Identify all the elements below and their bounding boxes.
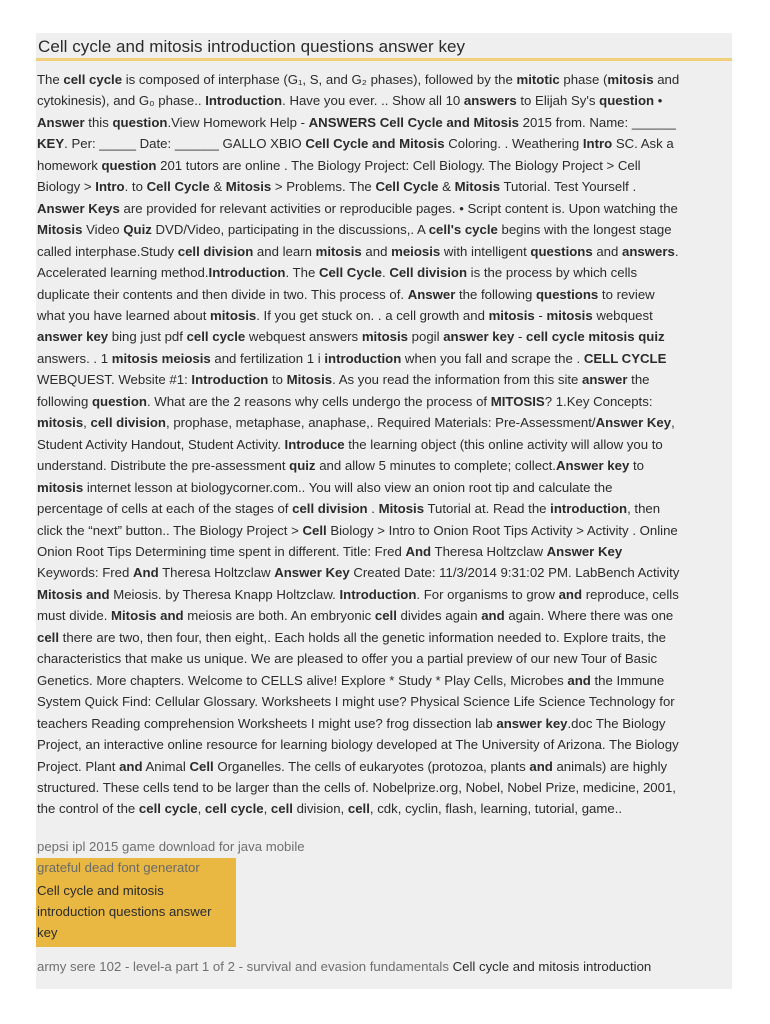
keyword-text: Cell Cycle — [318, 265, 382, 281]
paragraph-line — [37, 434, 730, 455]
keyword-text: cell — [270, 801, 293, 817]
paragraph-text: is the process by which cells — [467, 265, 638, 281]
keyword-text: Answer Key — [595, 415, 672, 431]
paragraph-text: Theresa Holtzclaw — [431, 543, 547, 559]
paragraph-text: . For organisms to grow — [416, 586, 559, 602]
paragraph-text: , — [671, 415, 675, 431]
paragraph-text: Student Activity Handout, Student Activity. — [37, 436, 285, 452]
keyword-text: cell — [347, 801, 370, 817]
paragraph-text: webquest answers — [245, 329, 362, 345]
keyword-text: question — [91, 393, 147, 409]
highlight-link[interactable]: grateful dead font generator — [37, 860, 200, 875]
keyword-text: cell — [37, 629, 59, 645]
paragraph-text: , prophase, metaphase, anaphase,. Required Materials: Pre-Assessment/ — [166, 415, 596, 431]
keyword-text: mitosis — [210, 307, 257, 323]
keyword-text: Cell — [189, 758, 214, 774]
paragraph-text: the following — [455, 286, 536, 302]
paragraph-text: must divide. — [37, 608, 112, 624]
paragraph-line — [37, 391, 730, 412]
paragraph-text: Onion Root Tips Determining time spent in different. Title: Fred — [37, 543, 406, 559]
paragraph-text: Project, an interactive online resource for learning biology developed at The University of Arizona. The Biology — [37, 737, 679, 753]
keyword-text: cell cycle — [63, 72, 123, 87]
keyword-text: answer — [582, 372, 628, 388]
paragraph-text: animals) are highly — [552, 758, 668, 774]
paragraph-text: characteristics that make us unique. We are pleased to offer you a partial preview of our new Tour of Basic — [37, 651, 658, 667]
paragraph-text: Tutorial at. Read the — [424, 501, 551, 517]
paragraph-text: , — [197, 801, 205, 817]
paragraph-line — [37, 241, 730, 262]
paragraph-text: . — [674, 243, 679, 259]
keyword-text: ANSWERS Cell Cycle and Mitosis — [308, 114, 519, 130]
keyword-text: question — [101, 157, 157, 173]
paragraph-text: is composed of interphase (G₁, S, and G₂ phases), followed by the — [122, 72, 517, 87]
article-body — [37, 69, 730, 820]
paragraph-line — [37, 520, 730, 541]
paragraph-text: this — [84, 114, 113, 130]
keyword-text: Cell Cycle — [375, 179, 439, 195]
paragraph-text: the control of the — [37, 801, 139, 817]
keyword-text: Introduction — [205, 93, 283, 109]
paragraph-text: Coloring. . Weathering — [444, 136, 583, 152]
footer-line — [37, 959, 651, 974]
paragraph-text: following — [37, 393, 92, 409]
paragraph-text: Theresa Holtzclaw — [158, 565, 275, 581]
paragraph-text: .View Homework Help - — [167, 114, 309, 130]
keyword-text: Intro — [95, 179, 125, 195]
keyword-text: quiz — [289, 458, 316, 474]
paragraph-text: > Problems. The — [271, 179, 376, 195]
paragraph-text: Keywords: Fred — [37, 565, 134, 581]
paragraph-text: begins with the longest stage — [497, 222, 672, 238]
paragraph-text: teachers Reading comprehension Worksheets I might use? frog dissection lab — [37, 715, 497, 731]
keyword-text: meiosis — [391, 243, 441, 259]
paragraph-line — [37, 198, 730, 219]
keyword-text: Answer — [407, 286, 456, 302]
paragraph-text: . to — [124, 179, 147, 195]
paragraph-text: , then — [627, 501, 661, 517]
keyword-text: cell cycle — [138, 801, 198, 817]
paragraph-line — [37, 155, 730, 176]
keyword-text: Answer — [37, 114, 85, 130]
paragraph-text: when you fall and scrape the . — [401, 350, 584, 366]
paragraph-line — [37, 477, 730, 498]
paragraph-text: . What are the 2 reasons why cells undergo the process of — [146, 393, 491, 409]
paragraph-text: pogil — [407, 329, 444, 345]
keyword-text: answer key — [496, 715, 568, 731]
keyword-text: questions — [535, 286, 599, 302]
keyword-text: cell division — [90, 415, 166, 431]
keyword-text: cell's cycle — [428, 222, 498, 238]
keyword-text: Quiz — [123, 222, 152, 238]
paragraph-text: The — [37, 72, 64, 87]
keyword-text: mitotic — [516, 72, 560, 87]
paragraph-text: . Have you ever. .. Show all 10 — [282, 93, 464, 109]
paragraph-text: to Elijah Sy's — [516, 93, 600, 109]
keyword-text: MITOSIS — [490, 393, 545, 409]
paragraph-text: Created Date: 11/3/2014 9:31:02 PM. LabBench Activity — [349, 565, 680, 581]
keyword-text: cell division — [177, 243, 254, 259]
related-link[interactable]: pepsi ipl 2015 game download for java mobile — [37, 839, 305, 854]
paragraph-text: , — [263, 801, 271, 817]
paragraph-text: duplicate their contents and then divide in two. This process of. — [37, 286, 408, 302]
paragraph-text: what you have learned about — [37, 307, 211, 323]
paragraph-text: with intelligent — [440, 243, 531, 259]
keyword-text: Mitosis — [225, 179, 272, 195]
paragraph-text: • — [654, 93, 663, 109]
paragraph-line — [37, 627, 730, 648]
paragraph-text: .doc The Biology — [567, 715, 666, 731]
footer-text: Cell cycle and mitosis introduction — [448, 959, 652, 974]
paragraph-text: . — [382, 265, 390, 281]
paragraph-line — [37, 326, 730, 347]
paragraph-text: and — [653, 72, 680, 87]
paragraph-line — [37, 562, 730, 583]
paragraph-text: . As you read the information from this site — [332, 372, 583, 388]
keyword-text: Answer Key — [274, 565, 350, 581]
paragraph-line — [37, 605, 730, 626]
keyword-text: Answer Key — [546, 543, 623, 559]
paragraph-line — [37, 584, 730, 605]
keyword-text: cell cycle mitosis quiz — [526, 329, 665, 345]
keyword-text: questions — [530, 243, 593, 259]
paragraph-line — [37, 219, 730, 240]
paragraph-line — [37, 498, 730, 519]
paragraph-text: divides again — [396, 608, 482, 624]
highlight-text-line: key — [37, 925, 58, 940]
keyword-text: introduction — [324, 350, 402, 366]
paragraph-line — [37, 262, 730, 283]
paragraph-text: & — [438, 179, 455, 195]
paragraph-text: the — [627, 372, 650, 388]
keyword-text: KEY — [37, 136, 65, 152]
paragraph-text: DVD/Video, participating in the discussions,. A — [151, 222, 429, 238]
paragraph-line — [37, 455, 730, 476]
keyword-text: answers — [622, 243, 675, 259]
keyword-text: Cell Cycle — [146, 179, 210, 195]
paragraph-text: the learning object (this online activity will allow you to — [344, 436, 663, 452]
paragraph-text: , cdk, cyclin, flash, learning, tutorial, game.. — [369, 801, 623, 817]
paragraph-text: answers. . 1 — [37, 350, 112, 366]
keyword-text: answer key — [37, 329, 109, 345]
paragraph-text: Animal — [142, 758, 190, 774]
paragraph-text: SC. Ask a — [612, 136, 674, 152]
keyword-text: and — [119, 758, 143, 774]
highlight-text-line: introduction questions answer — [37, 904, 212, 919]
paragraph-text: WEBQUEST. Website #1: — [37, 372, 192, 388]
paragraph-line — [37, 798, 730, 819]
footer-link[interactable]: army sere 102 - level-a part 1 of 2 - survival and evasion fundamentals — [37, 959, 449, 974]
document-page — [36, 33, 732, 989]
paragraph-text: and — [361, 243, 392, 259]
keyword-text: Cell Cycle and Mitosis — [305, 136, 445, 152]
paragraph-line — [37, 133, 730, 154]
paragraph-line — [37, 777, 730, 798]
keyword-text: And — [405, 543, 432, 559]
keyword-text: Introduce — [284, 436, 345, 452]
keyword-text: and — [558, 586, 583, 602]
paragraph-text: division, — [292, 801, 348, 817]
keyword-text: and — [567, 672, 591, 688]
paragraph-line — [37, 176, 730, 197]
paragraph-text: & — [209, 179, 226, 195]
paragraph-text: are provided for relevant activities or reproducible pages. • Script content is. Upon watching the — [119, 200, 678, 216]
paragraph-text: Biology > Intro to Onion Root Tips Activity > Activity . Online — [326, 522, 678, 538]
keyword-text: mitosis — [607, 72, 654, 87]
paragraph-text: to — [629, 458, 644, 474]
paragraph-text: click the “next” button.. The Biology Project > — [37, 522, 303, 538]
keyword-text: Cell division — [389, 265, 468, 281]
paragraph-text: there are two, then four, then eight,. Each holds all the genetic information needed to. Explore traits, the — [59, 629, 666, 645]
paragraph-text: Biology > — [37, 179, 96, 195]
highlight-text-line: Cell cycle and mitosis — [37, 883, 164, 898]
paragraph-text: . — [367, 501, 379, 517]
paragraph-text: to review — [598, 286, 655, 302]
paragraph-text: cytokinesis), and G₀ phase.. — [37, 93, 206, 109]
paragraph-text: percentage of cells at each of the stages of — [37, 501, 293, 517]
paragraph-text: called interphase.Study — [37, 243, 178, 259]
page-title: Cell cycle and mitosis introduction questions answer key — [38, 37, 466, 56]
paragraph-line — [37, 670, 730, 691]
keyword-text: Answer Keys — [37, 200, 120, 216]
keyword-text: cell cycle — [186, 329, 246, 345]
keyword-text: Mitosis and — [111, 608, 184, 624]
keyword-text: question — [599, 93, 655, 109]
keyword-text: Answer key — [555, 458, 630, 474]
highlight-box — [36, 858, 236, 947]
keyword-text: mitosis — [361, 329, 408, 345]
paragraph-text: 2015 from. Name: ______ — [518, 114, 676, 130]
paragraph-text: the Immune — [590, 672, 665, 688]
paragraph-text: understand. Distribute the pre-assessment — [37, 458, 290, 474]
paragraph-text: internet lesson at biologycorner.com.. You will also view an onion root tip and calculate the — [83, 479, 613, 495]
paragraph-text: meiosis are both. An embryonic — [183, 608, 375, 624]
keyword-text: cell division — [292, 501, 368, 517]
paragraph-text: . If you get stuck on. . a cell growth and — [256, 307, 489, 323]
paragraph-line — [37, 348, 730, 369]
paragraph-line — [37, 90, 730, 111]
paragraph-text: and learn — [253, 243, 316, 259]
paragraph-line — [37, 305, 730, 326]
keyword-text: Mitosis — [37, 222, 83, 238]
paragraph-line — [37, 648, 730, 669]
keyword-text: CELL CYCLE — [583, 350, 667, 366]
paragraph-line — [37, 112, 730, 133]
keyword-text: cell cycle — [204, 801, 264, 817]
paragraph-line — [37, 412, 730, 433]
paragraph-text: - — [534, 307, 547, 323]
paragraph-text: reproduce, cells — [582, 586, 679, 602]
keyword-text: and — [481, 608, 505, 624]
paragraph-line — [37, 69, 730, 90]
paragraph-text: . Per: _____ Date: ______ GALLO XBIO — [64, 136, 306, 152]
keyword-text: Intro — [582, 136, 613, 152]
keyword-text: Mitosis — [286, 372, 333, 388]
keyword-text: cell — [374, 608, 397, 624]
keyword-text: Introduction — [208, 265, 286, 281]
keyword-text: mitosis — [37, 415, 84, 431]
paragraph-text: again. Where there was one — [504, 608, 674, 624]
paragraph-text: Video — [82, 222, 124, 238]
paragraph-text: Organelles. The cells of eukaryotes (protozoa, plants — [213, 758, 530, 774]
paragraph-text: and fertilization 1 i — [210, 350, 325, 366]
keyword-text: Cell — [302, 522, 327, 538]
keyword-text: Mitosis — [454, 179, 501, 195]
paragraph-line — [37, 713, 730, 734]
keyword-text: mitosis — [488, 307, 535, 323]
paragraph-text: webquest — [592, 307, 653, 323]
paragraph-text: Tutorial. Test Yourself . — [500, 179, 637, 195]
keyword-text: mitosis — [315, 243, 362, 259]
keyword-text: mitosis — [546, 307, 593, 323]
keyword-text: answer key — [443, 329, 515, 345]
paragraph-text: ? 1.Key Concepts: — [544, 393, 653, 409]
paragraph-text: System Quick Find: Cellular Glossary. Worksheets I might use? Physical Science Life Science Technology for — [37, 694, 675, 710]
keyword-text: Mitosis — [378, 501, 425, 517]
paragraph-text: and — [592, 243, 623, 259]
paragraph-text: homework — [37, 157, 102, 173]
paragraph-line — [37, 734, 730, 755]
highlight-text — [37, 880, 235, 943]
paragraph-text: phase ( — [559, 72, 608, 87]
keyword-text: question — [112, 114, 168, 130]
keyword-text: Mitosis and — [37, 586, 110, 602]
title-underline — [36, 58, 732, 61]
keyword-text: mitosis — [37, 479, 84, 495]
paragraph-line — [37, 756, 730, 777]
paragraph-text: Accelerated learning method. — [37, 265, 209, 281]
paragraph-text: and allow 5 minutes to complete; collect. — [315, 458, 556, 474]
paragraph-text: Meiosis. by Theresa Knapp Holtzclaw. — [109, 586, 340, 602]
keyword-text: Introduction — [191, 372, 269, 388]
keyword-text: answers — [463, 93, 517, 109]
keyword-text: Introduction — [339, 586, 417, 602]
paragraph-line — [37, 541, 730, 562]
paragraph-text: , — [83, 415, 91, 431]
keyword-text: And — [133, 565, 159, 581]
paragraph-text: - — [514, 329, 527, 345]
keyword-text: mitosis meiosis — [111, 350, 211, 366]
paragraph-line — [37, 284, 730, 305]
paragraph-text: Genetics. More chapters. Welcome to CELLS alive! Explore * Study * Play Cells, Microbes — [37, 672, 568, 688]
keyword-text: and — [529, 758, 553, 774]
paragraph-text: bing just pdf — [108, 329, 187, 345]
keyword-text: introduction — [550, 501, 628, 517]
paragraph-text: to — [268, 372, 287, 388]
paragraph-text: . The — [285, 265, 319, 281]
paragraph-line — [37, 369, 730, 390]
paragraph-text: structured. These cells tend to be larger than the cells of. Nobelprize.org, Nobel, Nobel Prize, medicine, 2001, — [37, 779, 676, 795]
paragraph-line — [37, 691, 730, 712]
paragraph-text: 201 tutors are online . The Biology Project: Cell Biology. The Biology Project > Cell — [156, 157, 641, 173]
paragraph-text: Project. Plant — [37, 758, 120, 774]
